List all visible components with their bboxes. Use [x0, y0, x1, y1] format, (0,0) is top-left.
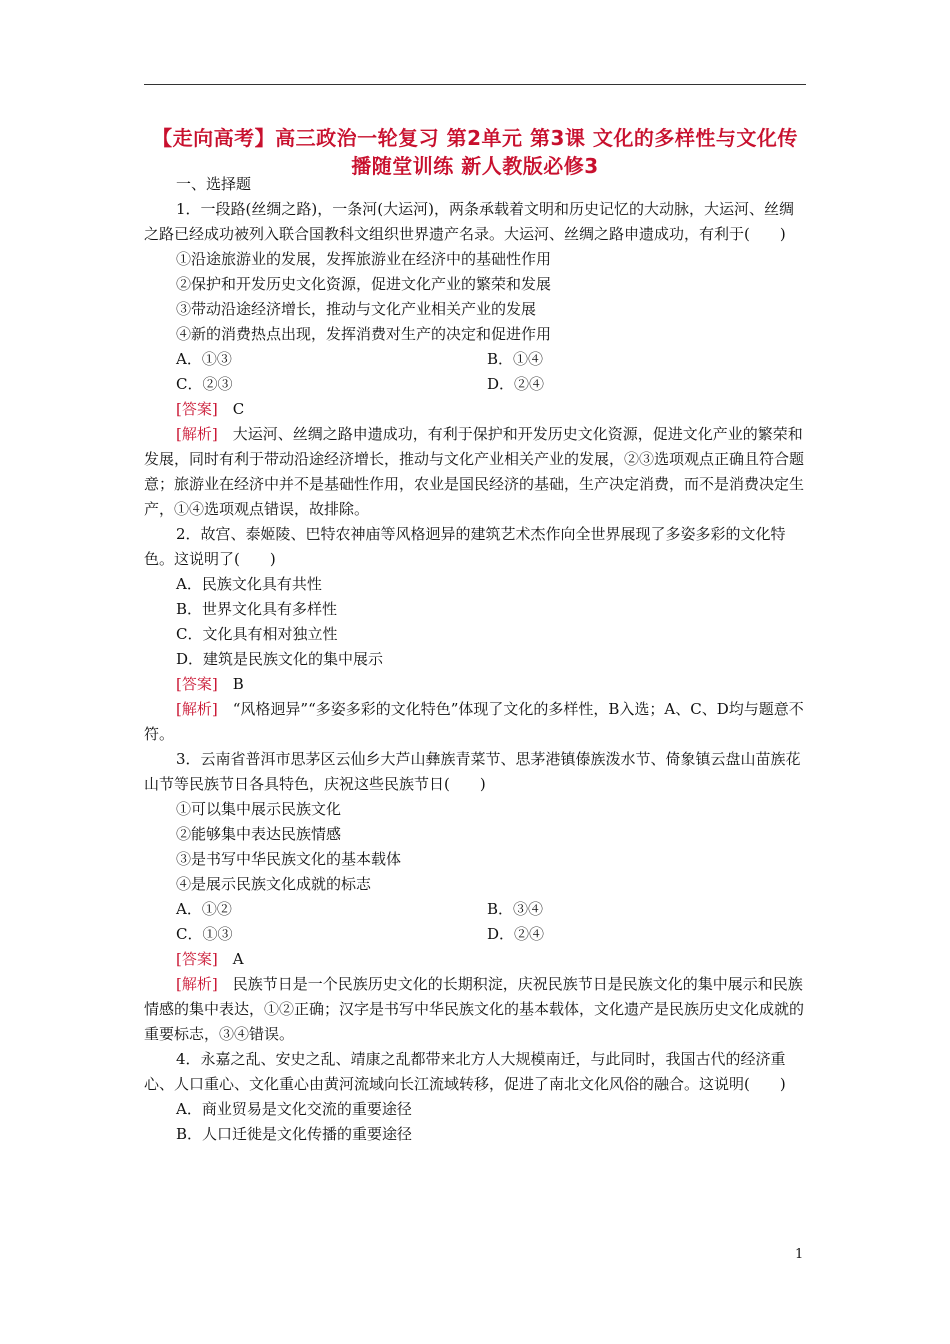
header-rule — [144, 84, 806, 85]
analysis-text: 大运河、丝绸之路申遗成功，有利于保护和开发历史文化资源，促进文化产业的繁荣和发展，同时有利于带动沿途经济增长，推动与文化产业相关产业的发展，②③选项观点正确且符合题意；旅游业在经济中并不是基础性作用，农业是国民经济的基础，生产决定消费，而不是消费决定生产，①④选项观点错误，故排除。 — [144, 425, 805, 518]
question-3 — [144, 747, 806, 1047]
question-2 — [144, 522, 806, 747]
question-stem: 3．云南省普洱市思茅区云仙乡大芦山彝族青菜节、思茅港镇傣族泼水节、倚象镇云盘山苗族花山节等民族节日各具特色，庆祝这些民族节日( ) — [144, 750, 801, 793]
statement-item: ③是书写中华民族文化的基本载体 — [176, 850, 402, 868]
option-c: C．文化具有相对独立性 — [176, 625, 338, 643]
question-stem: 2．故宫、泰姬陵、巴特农神庙等风格迥异的建筑艺术杰作向全世界展现了多姿多彩的文化特色。这说明了( ) — [144, 525, 786, 568]
analysis-label: [解析] — [176, 700, 218, 718]
option-b: B．①④ — [487, 350, 544, 368]
option-a: A．①③ — [176, 350, 232, 368]
page-number: 1 — [795, 1247, 804, 1262]
question-stem: 4．永嘉之乱、安史之乱、靖康之乱都带来北方人大规模南迁，与此同时，我国古代的经济重心、人口重心、文化重心由黄河流域向长江流域转移，促进了南北文化风俗的融合。这说明( ) — [144, 1050, 786, 1093]
option-c: C．②③ — [176, 375, 233, 393]
answer-value: C — [232, 400, 245, 418]
option-b: B．人口迁徙是文化传播的重要途径 — [176, 1125, 413, 1143]
options-row — [144, 897, 806, 922]
answer-label: [答案] — [176, 950, 218, 968]
option-a: A．民族文化具有共性 — [176, 575, 322, 593]
option-d: D．建筑是民族文化的集中展示 — [176, 650, 384, 668]
document-body — [144, 172, 806, 1147]
statement-item: ④新的消费热点出现，发挥消费对生产的决定和促进作用 — [176, 325, 552, 343]
options-row — [144, 372, 806, 397]
statement-item: ②保护和开发历史文化资源，促进文化产业的繁荣和发展 — [176, 275, 552, 293]
question-1 — [144, 197, 806, 522]
statement-item: ①沿途旅游业的发展，发挥旅游业在经济中的基础性作用 — [176, 250, 552, 268]
statement-item: ①可以集中展示民族文化 — [176, 800, 342, 818]
analysis-paragraph — [144, 972, 806, 1047]
statement-item: ④是展示民族文化成就的标志 — [176, 875, 372, 893]
answer-label: [答案] — [176, 400, 218, 418]
statement-item: ②能够集中表达民族情感 — [176, 825, 342, 843]
answer-label: [答案] — [176, 675, 218, 693]
question-stem: 1．一段路(丝绸之路)，一条河(大运河)，两条承载着文明和历史记忆的大动脉，大运河、丝绸之路已经成功被列入联合国教科文组织世界遗产名录。大运河、丝绸之路申遗成功，有利于( ) — [144, 200, 794, 243]
options-row — [144, 922, 806, 947]
analysis-paragraph — [144, 422, 806, 522]
question-4 — [144, 1047, 806, 1147]
option-a: A．商业贸易是文化交流的重要途径 — [176, 1100, 412, 1118]
options-row — [144, 347, 806, 372]
answer-line — [144, 397, 806, 422]
option-b: B．③④ — [487, 900, 544, 918]
analysis-text: 民族节日是一个民族历史文化的长期积淀，庆祝民族节日是民族文化的集中展示和民族情感的集中表达，①②正确；汉字是书写中华民族文化的基本载体，文化遗产是民族历史文化成就的重要标志，③④错误。 — [144, 975, 805, 1043]
section-heading: 一、选择题 — [176, 175, 252, 193]
option-b: B．世界文化具有多样性 — [176, 600, 338, 618]
answer-value: B — [232, 675, 244, 693]
document-title: 【走向高考】高三政治一轮复习 第2单元 第3课 文化的多样性与文化传播随堂训练 新人教版必修3 — [152, 126, 798, 178]
answer-line — [144, 672, 806, 697]
answer-line — [144, 947, 806, 972]
analysis-text: “风格迥异”“多姿多彩的文化特色”体现了文化的多样性，B入选；A、C、D均与题意不符。 — [144, 700, 804, 743]
answer-value: A — [232, 950, 244, 968]
analysis-label: [解析] — [176, 975, 218, 993]
analysis-label: [解析] — [176, 425, 218, 443]
option-a: A．①② — [176, 900, 232, 918]
analysis-paragraph — [144, 697, 806, 747]
statement-item: ③带动沿途经济增长，推动与文化产业相关产业的发展 — [176, 300, 537, 318]
option-c: C．①③ — [176, 925, 233, 943]
option-d: D．②④ — [487, 375, 545, 393]
option-d: D．②④ — [487, 925, 545, 943]
